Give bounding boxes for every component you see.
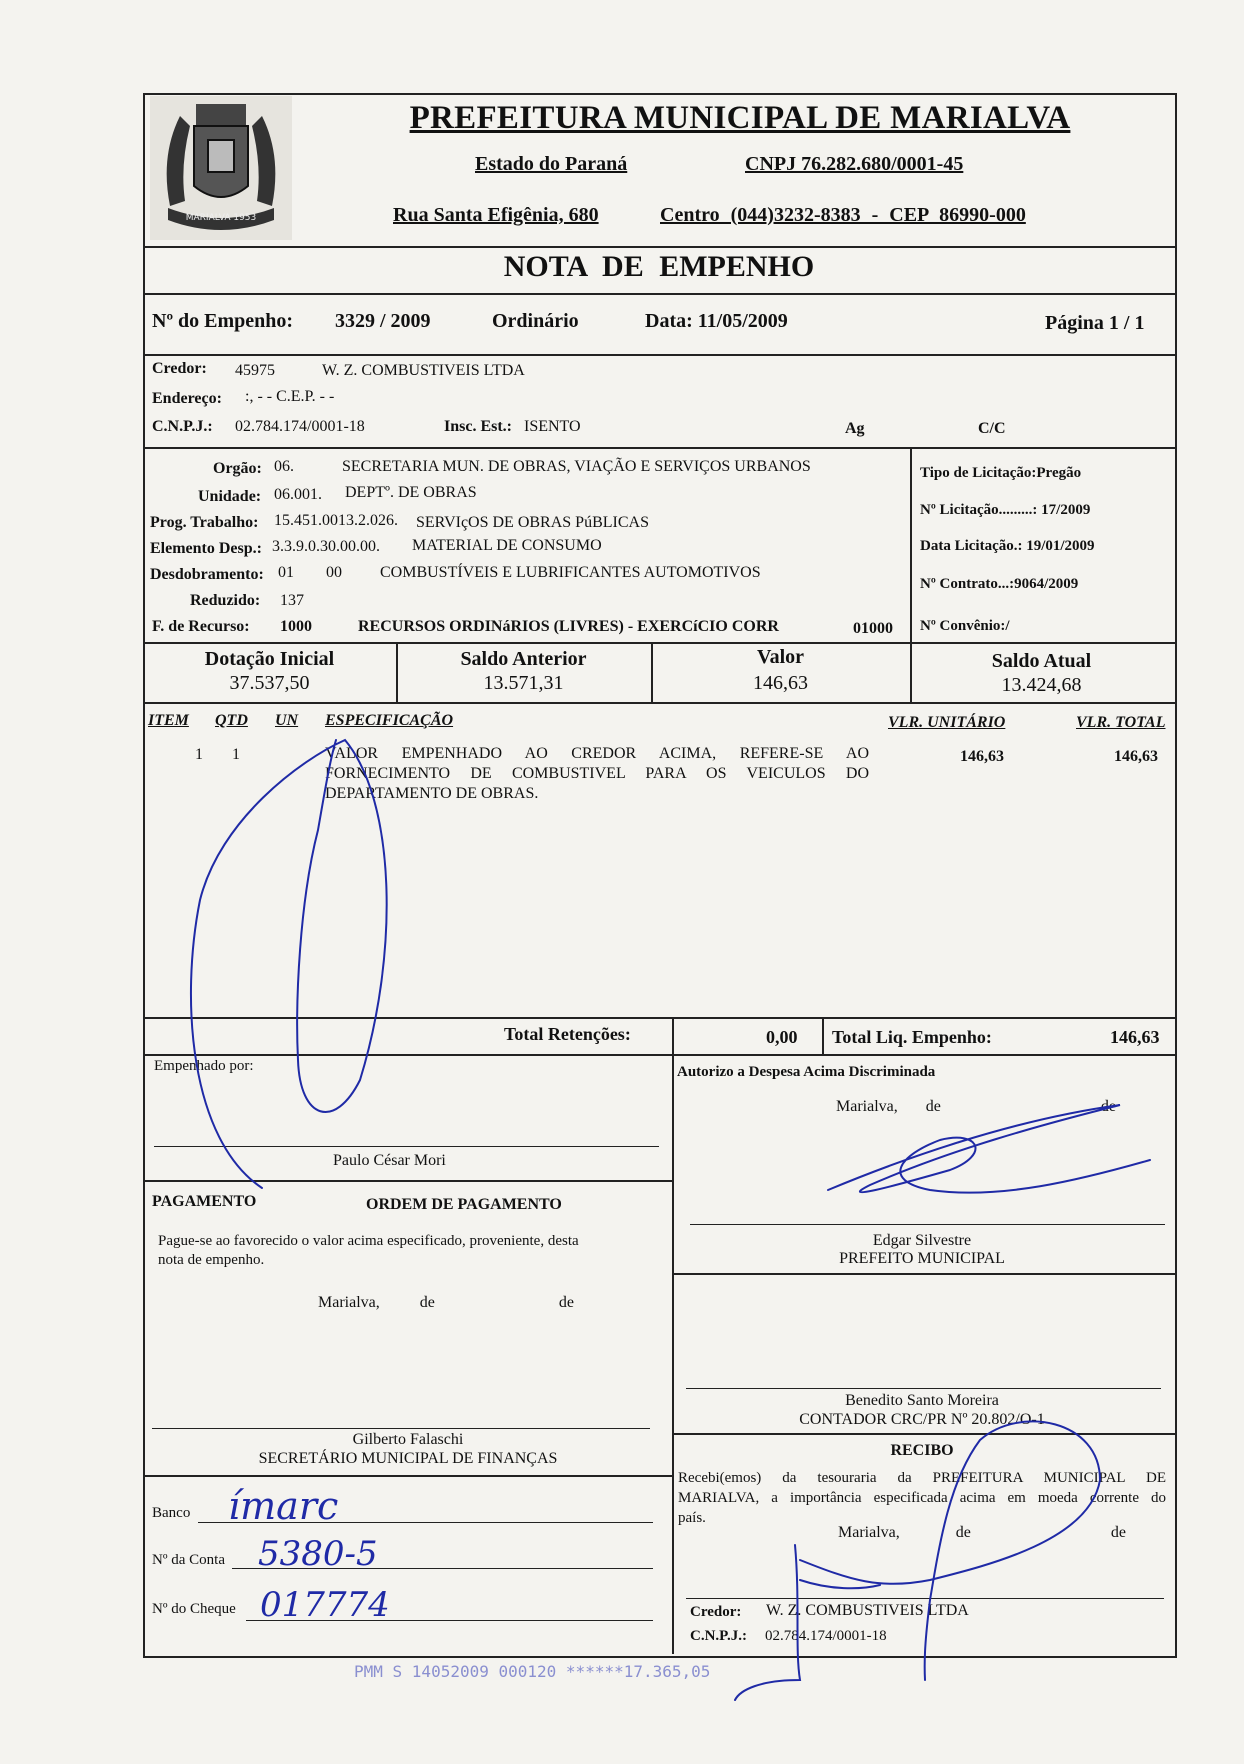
divider [143, 293, 1175, 295]
recibo-credor-name: W. Z. COMBUSTIVEIS LTDA [766, 1602, 969, 1619]
recibo-credor-label: Credor: [690, 1604, 742, 1620]
page-number: Página 1 / 1 [1045, 312, 1145, 334]
desdobramento-label: Desdobramento: [150, 566, 264, 583]
valor-label: Valor [756, 646, 805, 668]
document-title: NOTA DE EMPENHO [503, 250, 815, 283]
divider [672, 1054, 674, 1654]
street-address: Rua Santa Efigênia, 680 [393, 204, 599, 226]
valor-value: 146,63 [753, 672, 808, 694]
retencoes-value: 0,00 [766, 1027, 798, 1047]
signature-line [152, 1428, 650, 1429]
licitacao-number: Nº Licitação.........: 17/2009 [920, 502, 1091, 518]
prog-label: Prog. Trabalho: [150, 514, 259, 531]
recibo-cnpj-label: C.N.P.J.: [690, 1628, 747, 1644]
banco-handwritten: ímarc [228, 1484, 339, 1528]
unidade-code: 06.001. [274, 486, 322, 503]
pagamento-date: Marialva, de de [318, 1294, 574, 1311]
item-desc-line2: FORNECIMENTO DE COMBUSTIVEL PARA OS VEICULOS DO [325, 765, 869, 782]
divider [672, 1433, 1175, 1435]
saldo-atual-label: Saldo Atual [991, 650, 1092, 672]
recibo-cnpj: 02.784.174/0001-18 [765, 1628, 887, 1644]
contract-number: Nº Contrato...:9064/2009 [920, 576, 1079, 592]
credor-cnpj: 02.784.174/0001-18 [235, 418, 365, 435]
recibo-text-3: país. [678, 1510, 706, 1526]
saldo-anterior-label: Saldo Anterior [460, 648, 587, 670]
contador-role: CONTADOR CRC/PR Nº 20.802/O-1 [799, 1411, 1045, 1428]
empenho-type: Ordinário [492, 310, 579, 332]
col-qtd: QTD [215, 712, 248, 729]
conta-handwritten: 5380-5 [258, 1534, 378, 1574]
signature-line [686, 1598, 1164, 1599]
empenho-label: Nº do Empenho: [152, 310, 294, 332]
contador-name: Benedito Santo Moreira [845, 1392, 999, 1409]
divider [143, 447, 1175, 449]
municipal-seal [150, 96, 292, 240]
col-item: ITEM [148, 712, 189, 729]
divider [672, 1273, 1175, 1275]
agency-label: Ag [845, 420, 865, 437]
address-value: :, - - C.E.P. - - [245, 388, 335, 405]
district-phone-cep: Centro (044)3232-8383 - CEP 86990-000 [660, 204, 1026, 226]
cheque-handwritten: 017774 [260, 1585, 390, 1625]
empenho-date: Data: 11/05/2009 [645, 310, 788, 332]
divider [822, 1017, 824, 1055]
pagamento-label: PAGAMENTO [152, 1193, 257, 1210]
licitacao-type: Tipo de Licitação:Pregão [920, 465, 1082, 481]
cheque-label: Nº do Cheque [152, 1601, 236, 1617]
prefeito-name: Edgar Silvestre [872, 1232, 972, 1249]
secretario-role: SECRETÁRIO MUNICIPAL DE FINANÇAS [258, 1450, 558, 1467]
item-number: 1 [195, 746, 203, 763]
item-total-value: 146,63 [1114, 748, 1158, 765]
col-unit: VLR. UNITÁRIO [888, 714, 1006, 731]
cnpj-label: C.N.P.J.: [152, 418, 213, 435]
account-label: C/C [978, 420, 1006, 437]
seal-text: MARIALVA 1953 [185, 213, 257, 223]
divider [143, 1475, 673, 1477]
credor-code: 45975 [235, 362, 275, 379]
signature-line [690, 1224, 1165, 1225]
col-espec: ESPECIFICAÇÃO [325, 712, 454, 729]
autorizo-date: Marialva, de de [836, 1098, 1116, 1115]
orgao-name: SECRETARIA MUN. DE OBRAS, VIAÇÃO E SERVIÇOS URBANOS [342, 458, 811, 475]
credor-name: W. Z. COMBUSTIVEIS LTDA [322, 362, 525, 379]
desdobramento-b: 00 [326, 564, 342, 581]
unidade-label: Unidade: [198, 488, 262, 505]
liquido-label: Total Liq. Empenho: [832, 1027, 992, 1047]
liquido-value: 146,63 [1110, 1027, 1160, 1047]
insc-value: ISENTO [524, 418, 581, 435]
recurso-code: 1000 [280, 618, 312, 635]
desdobramento-a: 01 [278, 564, 294, 581]
pagamento-text-1: Pague-se ao favorecido o valor acima especificado, proveniente, desta [158, 1233, 579, 1249]
divider [143, 354, 1175, 356]
saldo-anterior-value: 13.571,31 [483, 672, 564, 694]
licitacao-date: Data Licitação.: 19/01/2009 [920, 538, 1095, 554]
recibo-text-2: MARIALVA, a importância especificada acima em moeda corrente do [678, 1490, 1166, 1506]
signature-line [686, 1388, 1161, 1389]
autorizo-label: Autorizo a Despesa Acima Discriminada [677, 1064, 936, 1080]
municipality-title: PREFEITURA MUNICIPAL DE MARIALVA [409, 100, 1071, 136]
retencoes-label: Total Retenções: [504, 1024, 631, 1044]
recibo-date: Marialva, de de [838, 1524, 1126, 1541]
divider [910, 447, 912, 642]
col-total: VLR. TOTAL [1076, 714, 1166, 731]
dotacao-label: Dotação Inicial [204, 648, 335, 670]
divider [143, 702, 1175, 704]
item-desc-line1: VALOR EMPENHADO AO CREDOR ACIMA, REFERE-SE AO [325, 745, 869, 762]
reduzido-value: 137 [280, 592, 304, 609]
desdobramento-name: COMBUSTÍVEIS E LUBRIFICANTES AUTOMOTIVOS [380, 564, 761, 581]
divider [672, 1017, 674, 1055]
empenhado-name: Paulo César Mori [333, 1152, 446, 1169]
prog-code: 15.451.0013.2.026. [274, 512, 398, 529]
divider [143, 1017, 1175, 1019]
convenio-number: Nº Convênio:/ [920, 618, 1010, 634]
prefeito-role: PREFEITO MUNICIPAL [839, 1250, 1005, 1267]
insc-label: Insc. Est.: [444, 418, 513, 435]
divider [143, 642, 1175, 644]
credor-label: Credor: [152, 360, 207, 377]
address-label: Endereço: [152, 390, 222, 407]
pagamento-text-2: nota de empenho. [158, 1252, 265, 1268]
conta-label: Nº da Conta [152, 1552, 225, 1568]
orgao-label: Orgão: [213, 460, 262, 477]
saldo-atual-value: 13.424,68 [1001, 674, 1082, 696]
orgao-code: 06. [274, 458, 294, 475]
empenho-number: 3329 / 2009 [335, 310, 431, 332]
recurso-number: 01000 [853, 620, 893, 637]
signature-line [154, 1146, 659, 1147]
recibo-title: RECIBO [890, 1442, 954, 1459]
elemento-label: Elemento Desp.: [150, 540, 262, 557]
dotacao-value: 37.537,50 [229, 672, 310, 694]
item-unit-value: 146,63 [960, 748, 1004, 765]
item-qty: 1 [232, 746, 240, 763]
divider [143, 1054, 1175, 1056]
divider [143, 246, 1175, 248]
cnpj-header: CNPJ 76.282.680/0001-45 [745, 153, 964, 175]
recurso-name: RECURSOS ORDINáRIOS (LIVRES) - EXERCíCIO CORR [358, 618, 779, 635]
recibo-text-1: Recebi(emos) da tesouraria da PREFEITURA MUNICIPAL DE [678, 1470, 1166, 1486]
prog-name: SERVIçOS DE OBRAS PúBLICAS [416, 514, 649, 531]
empenhado-label: Empenhado por: [154, 1058, 254, 1074]
banco-label: Banco [152, 1505, 191, 1521]
state-name: Estado do Paraná [475, 153, 628, 175]
unidade-name: DEPTº. DE OBRAS [345, 484, 477, 501]
item-desc-line3: DEPARTAMENTO DE OBRAS. [325, 785, 539, 802]
col-un: UN [275, 712, 299, 729]
cashier-stamp: PMM S 14052009 000120 ******17.365,05 [354, 1662, 711, 1681]
divider [143, 1180, 673, 1182]
recurso-label: F. de Recurso: [152, 618, 250, 635]
secretario-name: Gilberto Falaschi [352, 1431, 464, 1448]
elemento-code: 3.3.9.0.30.00.00. [272, 538, 380, 555]
reduzido-label: Reduzido: [190, 592, 261, 609]
ordem-pagamento: ORDEM DE PAGAMENTO [366, 1196, 562, 1213]
elemento-name: MATERIAL DE CONSUMO [412, 537, 602, 554]
